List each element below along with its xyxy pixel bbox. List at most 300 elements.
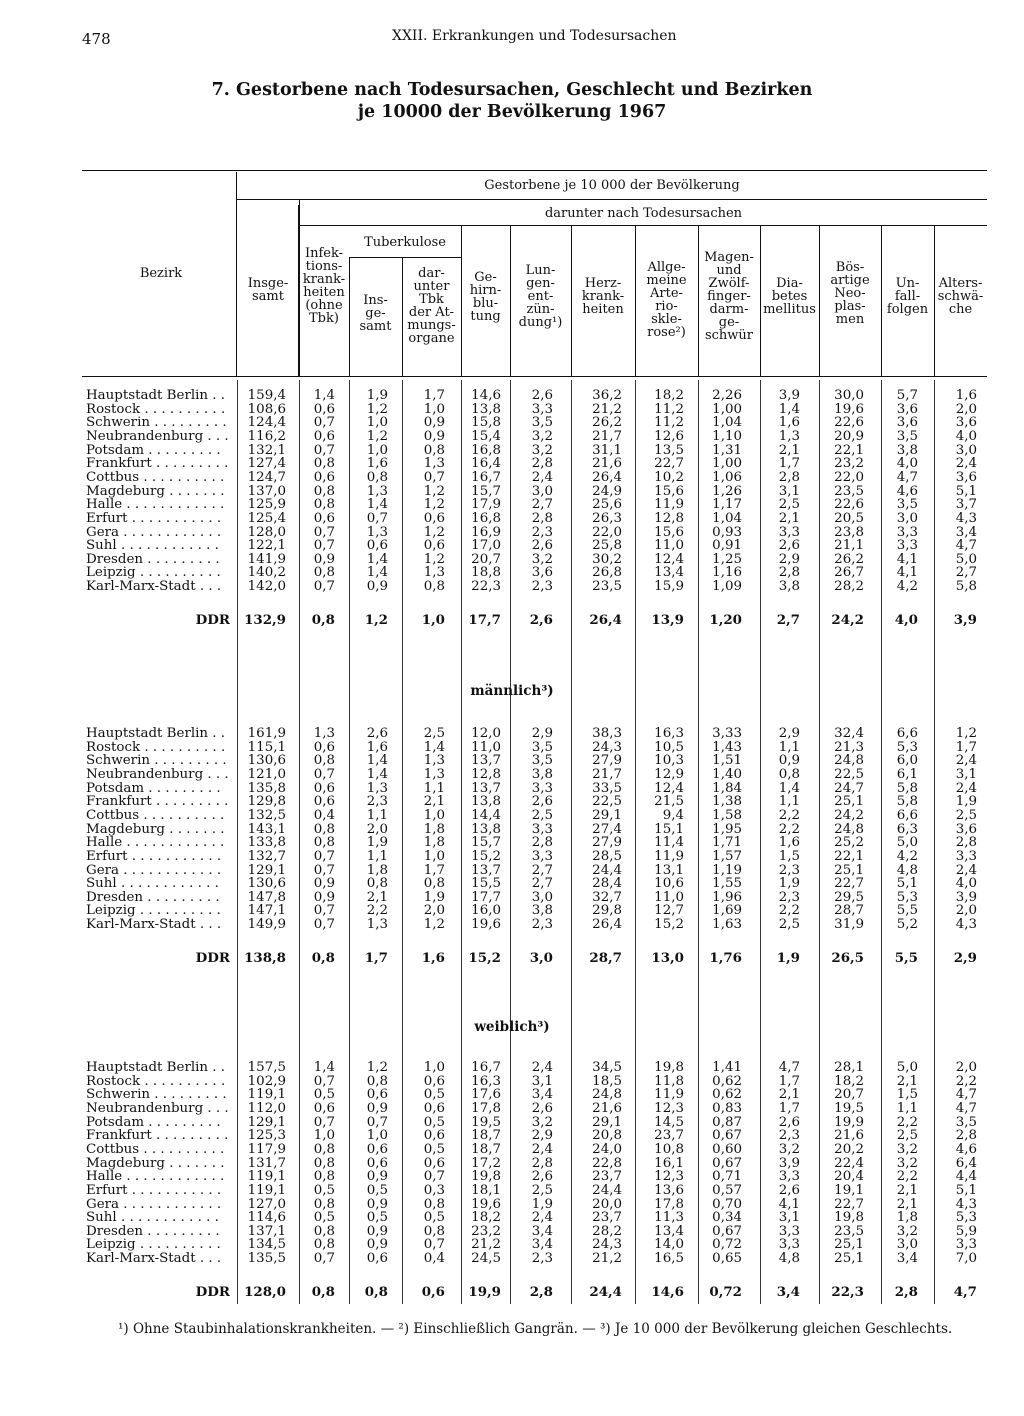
table-cell: 25,6: [592, 497, 622, 512]
section-label: weiblich³): [474, 1019, 550, 1035]
table-cell: 5,0: [896, 835, 918, 850]
column-header: Bös- artige Neo- plas- men: [830, 260, 870, 327]
table-cell: 4,2: [896, 849, 918, 864]
table-cell: 14,0: [654, 1237, 684, 1252]
table-cell: 0,6: [366, 1156, 388, 1171]
table-cell: 0,9: [423, 415, 445, 430]
table-cell: 0,8: [313, 1237, 335, 1252]
table-cell: 0,6: [421, 1284, 445, 1300]
column-header: Ge- hirn- blu- tung: [469, 270, 502, 324]
table-cell: 128,0: [244, 1284, 286, 1300]
table-cell: 3,3: [896, 538, 918, 553]
column-header: Herz- krank- heiten: [581, 276, 625, 317]
table-cell: 0,6: [423, 1156, 445, 1171]
table-cell: 23,5: [834, 484, 864, 499]
table-cell: 2,8: [778, 565, 800, 580]
bezirk-name: Leipzig . . . . . . . . . .: [86, 1238, 221, 1252]
table-cell: 2,4: [955, 781, 977, 796]
table-cell: 1,1: [366, 808, 388, 823]
table-cell: 0,9: [366, 1169, 388, 1184]
table-cell: 3,4: [776, 1284, 800, 1300]
table-cell: 5,1: [955, 484, 977, 499]
bezirk-name: Rostock . . . . . . . . . .: [86, 1075, 226, 1089]
table-cell: 21,2: [592, 1251, 622, 1266]
table-cell: 2,8: [529, 1284, 553, 1300]
table-cell: 116,2: [247, 429, 286, 444]
table-cell: 2,2: [778, 903, 800, 918]
table-cell: 127,0: [247, 1197, 286, 1212]
table-cell: 3,1: [531, 1074, 553, 1089]
bezirk-name: Neubrandenburg . . .: [86, 768, 229, 782]
table-cell: 12,8: [471, 767, 501, 782]
table-cell: 1,9: [955, 794, 977, 809]
column-header: Allge- meine Arte- rio- skle- rose²): [646, 260, 687, 340]
table-cell: 3,2: [896, 1156, 918, 1171]
table-cell: 26,4: [592, 470, 622, 485]
table-cell: 4,6: [896, 484, 918, 499]
table-cell: 2,1: [896, 1183, 918, 1198]
table-cell: 13,7: [471, 781, 501, 796]
table-cell: 25,2: [834, 835, 864, 850]
header-gestorbene: Gestorbene je 10 000 der Bevölkerung: [484, 178, 740, 193]
table-row: [0, 485, 1024, 499]
table-cell: 0,6: [366, 1087, 388, 1102]
table-cell: 2,8: [955, 1128, 977, 1143]
table-cell: 0,8: [313, 753, 335, 768]
table-cell: 0,70: [712, 1197, 742, 1212]
table-cell: 2,7: [776, 612, 800, 628]
table-cell: 20,5: [834, 511, 864, 526]
table-cell: 10,2: [654, 470, 684, 485]
table-cell: 3,4: [531, 1224, 553, 1239]
table-cell: 3,3: [778, 1224, 800, 1239]
table-cell: 0,8: [311, 612, 335, 628]
table-cell: 28,4: [592, 876, 622, 891]
table-cell: 5,7: [896, 388, 918, 403]
table-cell: 132,9: [244, 612, 286, 628]
table-cell: 21,6: [592, 456, 622, 471]
table-cell: 0,9: [366, 1224, 388, 1239]
table-cell: 5,2: [896, 917, 918, 932]
table-cell: 31,1: [592, 443, 622, 458]
table-cell: 21,2: [471, 1237, 501, 1252]
table-cell: 149,9: [247, 917, 286, 932]
table-cell: 0,5: [313, 1087, 335, 1102]
table-cell: 18,8: [471, 565, 501, 580]
table-cell: 137,0: [247, 484, 286, 499]
table-row: [0, 836, 1024, 850]
table-cell: 124,4: [247, 415, 286, 430]
table-cell: 2,0: [955, 1060, 977, 1075]
bezirk-name: DDR: [195, 1285, 230, 1299]
bezirk-name: Schwerin . . . . . . . . .: [86, 416, 227, 430]
column-header: Lun- gen- ent- zün- dung¹): [518, 263, 563, 330]
table-row: [0, 795, 1024, 809]
table-cell: 28,2: [592, 1224, 622, 1239]
table-cell: 25,1: [834, 1251, 864, 1266]
table-cell: 24,4: [592, 863, 622, 878]
table-cell: 2,3: [778, 890, 800, 905]
table-cell: 26,4: [592, 917, 622, 932]
table-cell: 3,0: [896, 511, 918, 526]
table-row: [0, 809, 1024, 823]
table-cell: 0,5: [423, 1115, 445, 1130]
table-cell: 36,2: [592, 388, 622, 403]
table-cell: 12,4: [654, 781, 684, 796]
table-cell: 0,6: [313, 402, 335, 417]
table-row: [0, 444, 1024, 458]
table-cell: 2,6: [778, 1183, 800, 1198]
table-row: [0, 1116, 1024, 1130]
table-cell: 5,5: [894, 950, 918, 966]
bezirk-name: Rostock . . . . . . . . . .: [86, 403, 226, 417]
table-cell: 0,8: [366, 876, 388, 891]
table-cell: 20,4: [834, 1169, 864, 1184]
table-cell: 21,5: [654, 794, 684, 809]
table-cell: 24,8: [592, 1087, 622, 1102]
table-cell: 2,4: [531, 1142, 553, 1157]
table-cell: 5,5: [896, 903, 918, 918]
table-cell: 2,6: [531, 388, 553, 403]
table-cell: 0,6: [423, 538, 445, 553]
table-cell: 0,9: [313, 876, 335, 891]
table-cell: 20,2: [834, 1142, 864, 1157]
table-cell: 0,5: [423, 1087, 445, 1102]
table-cell: 2,1: [423, 794, 445, 809]
table-cell: 3,1: [955, 767, 977, 782]
table-cell: 21,3: [834, 740, 864, 755]
table-cell: 0,6: [313, 470, 335, 485]
table-row: [0, 891, 1024, 905]
table-cell: 3,4: [531, 1087, 553, 1102]
table-cell: 4,2: [896, 579, 918, 594]
table-cell: 13,6: [654, 1183, 684, 1198]
bezirk-name: Cottbus . . . . . . . . . .: [86, 471, 225, 485]
table-cell: 1,9: [531, 1197, 553, 1212]
table-cell: 24,7: [834, 781, 864, 796]
table-cell: 2,2: [778, 808, 800, 823]
table-cell: 15,9: [654, 579, 684, 594]
table-cell: 0,7: [313, 863, 335, 878]
table-cell: 17,8: [471, 1101, 501, 1116]
table-cell: 3,5: [531, 415, 553, 430]
table-cell: 20,9: [834, 429, 864, 444]
table-cell: 1,4: [366, 753, 388, 768]
table-cell: 13,8: [471, 822, 501, 837]
section-label: männlich³): [470, 683, 554, 699]
table-cell: 121,0: [247, 767, 286, 782]
table-cell: 1,25: [712, 552, 742, 567]
table-cell: 1,2: [423, 552, 445, 567]
table-cell: 0,7: [313, 443, 335, 458]
bezirk-name: Erfurt . . . . . . . . . . .: [86, 850, 222, 864]
table-cell: 2,5: [531, 1183, 553, 1198]
table-cell: 0,8: [366, 1074, 388, 1089]
table-cell: 2,7: [531, 863, 553, 878]
table-cell: 0,6: [423, 1101, 445, 1116]
table-cell: 5,8: [896, 781, 918, 796]
table-cell: 0,8: [311, 950, 335, 966]
table-cell: 0,9: [366, 1237, 388, 1252]
table-cell: 16,8: [471, 443, 501, 458]
table-cell: 134,5: [247, 1237, 286, 1252]
table-cell: 0,6: [313, 794, 335, 809]
table-cell: 1,2: [366, 402, 388, 417]
table-cell: 1,3: [313, 726, 335, 741]
table-row: [0, 1198, 1024, 1212]
table-cell: 0,6: [423, 511, 445, 526]
table-cell: 1,2: [423, 497, 445, 512]
table-cell: 16,4: [471, 456, 501, 471]
table-cell: 16,3: [654, 726, 684, 741]
table-cell: 0,7: [313, 538, 335, 553]
table-cell: 1,9: [423, 890, 445, 905]
table-cell: 16,7: [471, 470, 501, 485]
table-cell: 2,5: [778, 917, 800, 932]
table-cell: 0,8: [366, 470, 388, 485]
total-row: [0, 1285, 1024, 1299]
bezirk-name: Potsdam . . . . . . . . .: [86, 444, 221, 458]
table-cell: 2,3: [366, 794, 388, 809]
table-cell: 15,2: [468, 950, 501, 966]
table-cell: 21,2: [592, 402, 622, 417]
table-cell: 15,2: [471, 849, 501, 864]
table-row: [0, 1211, 1024, 1225]
bezirk-name: Karl-Marx-Stadt . . .: [86, 580, 222, 594]
table-cell: 2,4: [955, 863, 977, 878]
table-cell: 119,1: [247, 1169, 286, 1184]
table-cell: 28,7: [834, 903, 864, 918]
table-cell: 1,63: [712, 917, 742, 932]
table-cell: 0,65: [712, 1251, 742, 1266]
table-cell: 2,5: [896, 1128, 918, 1143]
bezirk-name: Suhl . . . . . . . . . . . .: [86, 539, 219, 553]
table-cell: 1,0: [423, 402, 445, 417]
table-cell: 23,5: [834, 1224, 864, 1239]
table-cell: 1,76: [709, 950, 742, 966]
table-cell: 5,0: [955, 552, 977, 567]
table-cell: 2,2: [778, 822, 800, 837]
table-cell: 34,5: [592, 1060, 622, 1075]
column-header: Insge- samt: [247, 276, 289, 304]
table-cell: 26,4: [589, 612, 622, 628]
table-cell: 24,2: [831, 612, 864, 628]
table-cell: 20,8: [592, 1128, 622, 1143]
table-cell: 1,6: [778, 415, 800, 430]
table-cell: 22,3: [831, 1284, 864, 1300]
table-cell: 22,5: [834, 767, 864, 782]
table-cell: 0,3: [423, 1183, 445, 1198]
table-cell: 3,8: [896, 443, 918, 458]
table-cell: 6,6: [896, 726, 918, 741]
table-cell: 1,8: [423, 822, 445, 837]
table-cell: 13,0: [651, 950, 684, 966]
table-cell: 0,8: [364, 1284, 388, 1300]
table-cell: 0,7: [313, 1251, 335, 1266]
table-row: [0, 539, 1024, 553]
table-cell: 13,8: [471, 794, 501, 809]
table-cell: 31,9: [834, 917, 864, 932]
table-cell: 2,9: [531, 726, 553, 741]
table-cell: 15,7: [471, 835, 501, 850]
table-cell: 1,4: [366, 565, 388, 580]
table-cell: 4,0: [955, 876, 977, 891]
table-cell: 1,7: [778, 1101, 800, 1116]
table-cell: 1,58: [712, 808, 742, 823]
table-cell: 114,6: [247, 1210, 286, 1225]
table-cell: 24,8: [834, 753, 864, 768]
table-cell: 1,1: [778, 794, 800, 809]
table-title: 7. Gestorbene nach Todesursachen, Geschlecht und Bezirken: [211, 80, 813, 100]
table-cell: 147,1: [247, 903, 286, 918]
bezirk-name: Hauptstadt Berlin . .: [86, 389, 226, 403]
table-cell: 3,9: [778, 1156, 800, 1171]
table-cell: 0,4: [313, 808, 335, 823]
table-cell: 22,8: [592, 1156, 622, 1171]
table-cell: 2,8: [531, 456, 553, 471]
table-cell: 3,4: [896, 1251, 918, 1266]
table-cell: 16,5: [654, 1251, 684, 1266]
table-cell: 3,5: [955, 1115, 977, 1130]
table-cell: 0,60: [712, 1142, 742, 1157]
table-cell: 0,9: [313, 890, 335, 905]
table-cell: 3,3: [955, 1237, 977, 1252]
table-row: [0, 1088, 1024, 1102]
table-cell: 3,5: [531, 740, 553, 755]
table-cell: 2,1: [896, 1197, 918, 1212]
table-cell: 3,3: [896, 525, 918, 540]
table-cell: 1,26: [712, 484, 742, 499]
table-cell: 0,6: [423, 1074, 445, 1089]
table-cell: 130,6: [247, 753, 286, 768]
table-cell: 6,6: [896, 808, 918, 823]
table-cell: 12,4: [654, 552, 684, 567]
table-cell: 12,3: [654, 1169, 684, 1184]
table-cell: 19,9: [834, 1115, 864, 1130]
table-cell: 135,8: [247, 781, 286, 796]
bezirk-name: Suhl . . . . . . . . . . . .: [86, 877, 219, 891]
table-cell: 4,3: [955, 1197, 977, 1212]
table-cell: 0,6: [366, 1251, 388, 1266]
page-number: 478: [82, 30, 111, 48]
table-cell: 2,8: [531, 1156, 553, 1171]
table-cell: 28,7: [589, 950, 622, 966]
table-cell: 125,9: [247, 497, 286, 512]
table-cell: 0,8: [423, 1224, 445, 1239]
table-cell: 17,9: [471, 497, 501, 512]
table-cell: 2,9: [778, 726, 800, 741]
table-cell: 12,8: [654, 511, 684, 526]
table-cell: 0,6: [423, 1128, 445, 1143]
table-row: [0, 782, 1024, 796]
table-cell: 0,8: [313, 484, 335, 499]
table-cell: 3,2: [531, 429, 553, 444]
table-cell: 0,72: [712, 1237, 742, 1252]
table-cell: 1,04: [712, 415, 742, 430]
table-cell: 128,0: [247, 525, 286, 540]
table-cell: 5,3: [896, 740, 918, 755]
table-cell: 1,51: [712, 753, 742, 768]
table-cell: 5,1: [896, 876, 918, 891]
table-cell: 3,3: [531, 781, 553, 796]
table-cell: 0,5: [313, 1210, 335, 1225]
table-cell: 2,3: [778, 863, 800, 878]
table-cell: 2,4: [955, 456, 977, 471]
table-cell: 0,93: [712, 525, 742, 540]
table-cell: 1,8: [423, 835, 445, 850]
bezirk-name: Dresden . . . . . . . . .: [86, 1225, 220, 1239]
table-cell: 17,2: [471, 1156, 501, 1171]
table-cell: 19,6: [471, 917, 501, 932]
bezirk-name: Hauptstadt Berlin . .: [86, 1061, 226, 1075]
table-row: [0, 741, 1024, 755]
table-cell: 1,09: [712, 579, 742, 594]
table-cell: 1,96: [712, 890, 742, 905]
bezirk-name: Frankfurt . . . . . . . . .: [86, 1129, 229, 1143]
table-cell: 12,3: [654, 1101, 684, 1116]
table-cell: 3,6: [531, 565, 553, 580]
table-cell: 0,8: [313, 1142, 335, 1157]
table-cell: 13,4: [654, 565, 684, 580]
table-cell: 10,3: [654, 753, 684, 768]
table-cell: 3,3: [778, 1169, 800, 1184]
table-row: [0, 1238, 1024, 1252]
bezirk-name: Magdeburg . . . . . . .: [86, 485, 225, 499]
table-cell: 3,0: [529, 950, 553, 966]
table-cell: 15,1: [654, 822, 684, 837]
table-cell: 1,71: [712, 835, 742, 850]
table-cell: 1,2: [364, 612, 388, 628]
table-cell: 1,3: [423, 456, 445, 471]
bezirk-name: Neubrandenburg . . .: [86, 1102, 229, 1116]
table-cell: 19,9: [468, 1284, 501, 1300]
table-row: [0, 430, 1024, 444]
table-cell: 4,1: [896, 565, 918, 580]
header-top-rule: [82, 170, 987, 171]
table-row: [0, 1102, 1024, 1116]
table-cell: 143,1: [247, 822, 286, 837]
table-cell: 21,6: [592, 1101, 622, 1116]
table-cell: 18,5: [592, 1074, 622, 1089]
table-cell: 1,7: [423, 388, 445, 403]
table-cell: 129,1: [247, 863, 286, 878]
table-cell: 0,6: [313, 429, 335, 444]
table-cell: 0,7: [313, 525, 335, 540]
table-cell: 2,4: [531, 1210, 553, 1225]
bezirk-name: Halle . . . . . . . . . . . .: [86, 498, 225, 512]
table-cell: 0,5: [366, 1183, 388, 1198]
table-cell: 2,3: [531, 579, 553, 594]
table-cell: 19,5: [471, 1115, 501, 1130]
table-cell: 2,0: [955, 402, 977, 417]
table-cell: 1,2: [423, 917, 445, 932]
table-cell: 3,3: [955, 849, 977, 864]
table-cell: 2,4: [955, 753, 977, 768]
bezirk-name: DDR: [195, 951, 230, 965]
bezirk-name: Dresden . . . . . . . . .: [86, 891, 220, 905]
table-row: [0, 877, 1024, 891]
table-cell: 1,43: [712, 740, 742, 755]
table-cell: 4,7: [953, 1284, 977, 1300]
bezirk-name: Hauptstadt Berlin . .: [86, 727, 226, 741]
table-cell: 29,1: [592, 1115, 622, 1130]
bezirk-name: Leipzig . . . . . . . . . .: [86, 566, 221, 580]
table-cell: 23,7: [592, 1210, 622, 1225]
table-cell: 137,1: [247, 1224, 286, 1239]
table-cell: 3,1: [778, 1210, 800, 1225]
table-cell: 11,8: [654, 1074, 684, 1089]
table-cell: 1,4: [366, 767, 388, 782]
